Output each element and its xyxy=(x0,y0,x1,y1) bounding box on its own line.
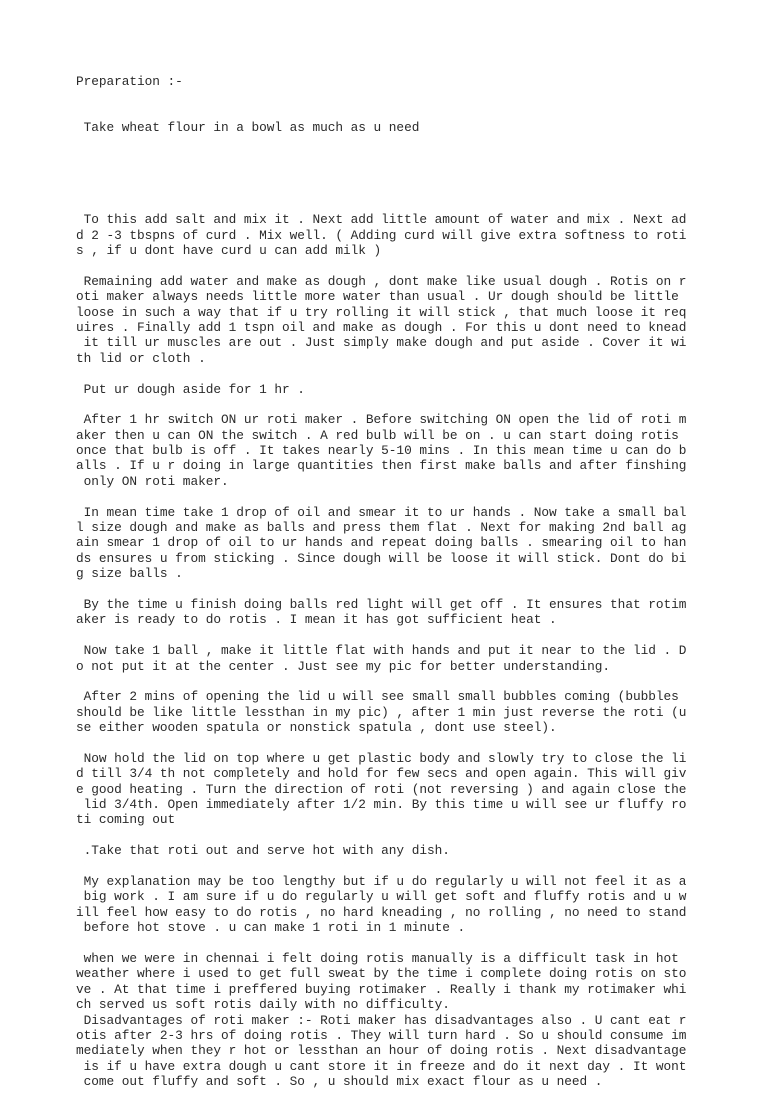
header-line: Take wheat flour in a bowl as much as u need xyxy=(76,119,420,135)
paragraph-line: e good heating . Turn the direction of roti (not reversing ) and again close the xyxy=(76,781,687,797)
document-header xyxy=(76,43,756,166)
paragraph xyxy=(76,643,756,674)
paragraph-line: Now hold the lid on top where u get plastic body and slowly try to close the li xyxy=(76,750,687,766)
paragraph xyxy=(76,951,756,1090)
paragraph-line: In mean time take 1 drop of oil and smear it to ur hands . Now take a small bal xyxy=(76,504,687,520)
paragraph-line: ti coming out xyxy=(76,812,176,828)
paragraph-line: aker is ready to do rotis . I mean it has got sufficient heat . xyxy=(76,612,557,628)
paragraph-line: By the time u finish doing balls red light will get off . It ensures that rotim xyxy=(76,597,687,612)
paragraph-line: After 1 hr switch ON ur roti maker . Before switching ON open the lid of roti m xyxy=(76,412,687,428)
paragraph-line: uires . Finally add 1 tspn oil and make as dough . For this u dont need to knead xyxy=(76,319,687,335)
paragraph-line: weather where i used to get full sweat by the time i complete doing rotis on sto xyxy=(76,966,687,982)
paragraph-line: aker then u can ON the switch . A red bulb will be on . u can start doing rotis xyxy=(76,427,679,443)
paragraph xyxy=(76,382,756,397)
paragraph-line: Now take 1 ball , make it little flat with hands and put it near to the lid . D xyxy=(76,643,687,659)
paragraph-line: After 2 mins of opening the lid u will see small small bubbles coming (bubbles xyxy=(76,689,679,705)
paragraph-line: .Take that roti out and serve hot with any dish. xyxy=(76,843,450,859)
paragraph xyxy=(76,212,756,258)
paragraph xyxy=(76,843,756,858)
paragraph xyxy=(76,751,756,828)
paragraph-line: Put ur dough aside for 1 hr . xyxy=(76,381,305,397)
paragraph-line: ch served us soft rotis daily with no difficulty. xyxy=(76,997,450,1013)
paragraph-line: ill feel how easy to do rotis , no hard kneading , no rolling , no need to stand xyxy=(76,904,687,920)
paragraph-line: th lid or cloth . xyxy=(76,350,206,366)
paragraph-line: d till 3/4 th not completely and hold for few secs and open again. This will giv xyxy=(76,766,687,782)
header-line: Preparation :- xyxy=(76,73,183,89)
paragraph-line: lid 3/4th. Open immediately after 1/2 min. By this time u will see ur fluffy ro xyxy=(76,797,687,813)
paragraph-line: once that bulb is off . It takes nearly 5-10 mins . In this mean time u can do b xyxy=(76,443,687,459)
paragraph-line: ain smear 1 drop of oil to ur hands and repeat doing balls . smearing oil to han xyxy=(76,535,687,551)
paragraph-line: g size balls . xyxy=(76,566,183,582)
document-body xyxy=(76,12,756,1120)
paragraph-line: it till ur muscles are out . Just simply make dough and put aside . Cover it wi xyxy=(76,335,687,351)
paragraph-line: s , if u dont have curd u can add milk ) xyxy=(76,243,382,259)
paragraph-line: se either wooden spatula or nonstick spatula , dont use steel). xyxy=(76,720,557,736)
paragraph-line: To this add salt and mix it . Next add little amount of water and mix . Next ad xyxy=(76,212,687,228)
paragraph-line: d 2 -3 tbspns of curd . Mix well. ( Adding curd will give extra softness to roti xyxy=(76,227,687,243)
paragraph-line: come out fluffy and soft . So , u should mix exact flour as u need . xyxy=(76,1074,603,1090)
paragraph-line: oti maker always needs little more water than usual . Ur dough should be little xyxy=(76,289,679,305)
paragraph-line: is if u have extra dough u cant store it in freeze and do it next day . It wont xyxy=(76,1058,687,1074)
paragraph-line: ve . At that time i preffered buying rotimaker . Really i thank my rotimaker whi xyxy=(76,981,687,997)
paragraph-list xyxy=(76,212,756,1089)
paragraph xyxy=(76,874,756,936)
paragraph-line: only ON roti maker. xyxy=(76,473,229,489)
paragraph-line: o not put it at the center . Just see my pic for better understanding. xyxy=(76,658,611,674)
paragraph-line: ds ensures u from sticking . Since dough will be loose it will stick. Dont do bi xyxy=(76,550,687,566)
paragraph-line: loose in such a way that if u try rolling it will stick , that much loose it req xyxy=(76,304,687,320)
paragraph-line: My explanation may be too lengthy but if u do regularly u will not feel it as a xyxy=(76,874,687,890)
paragraph-line: mediately when they r hot or lessthan an hour of doing rotis . Next disadvantage xyxy=(76,1043,687,1059)
paragraph xyxy=(76,274,756,366)
paragraph xyxy=(76,689,756,735)
paragraph xyxy=(76,412,756,489)
paragraph-line: Disadvantages of roti maker :- Roti maker has disadvantages also . U cant eat r xyxy=(76,1012,687,1028)
paragraph-line: should be like little lessthan in my pic) , after 1 min just reverse the roti (u xyxy=(76,704,687,720)
paragraph-line: big work . I am sure if u do regularly u will get soft and fluffy rotis and u w xyxy=(76,889,687,905)
paragraph-line: Remaining add water and make as dough , dont make like usual dough . Rotis on r xyxy=(76,273,687,289)
paragraph-line: when we were in chennai i felt doing rotis manually is a difficult task in hot xyxy=(76,950,679,966)
paragraph xyxy=(76,597,756,628)
paragraph xyxy=(76,505,756,582)
paragraph-line: before hot stove . u can make 1 roti in 1 minute . xyxy=(76,920,466,936)
paragraph-line: alls . If u r doing in large quantities then first make balls and after finshing xyxy=(76,458,687,474)
paragraph-line: l size dough and make as balls and press them flat . Next for making 2nd ball ag xyxy=(76,520,687,536)
paragraph-line: otis after 2-3 hrs of doing rotis . They will turn hard . So u should consume im xyxy=(76,1027,687,1043)
